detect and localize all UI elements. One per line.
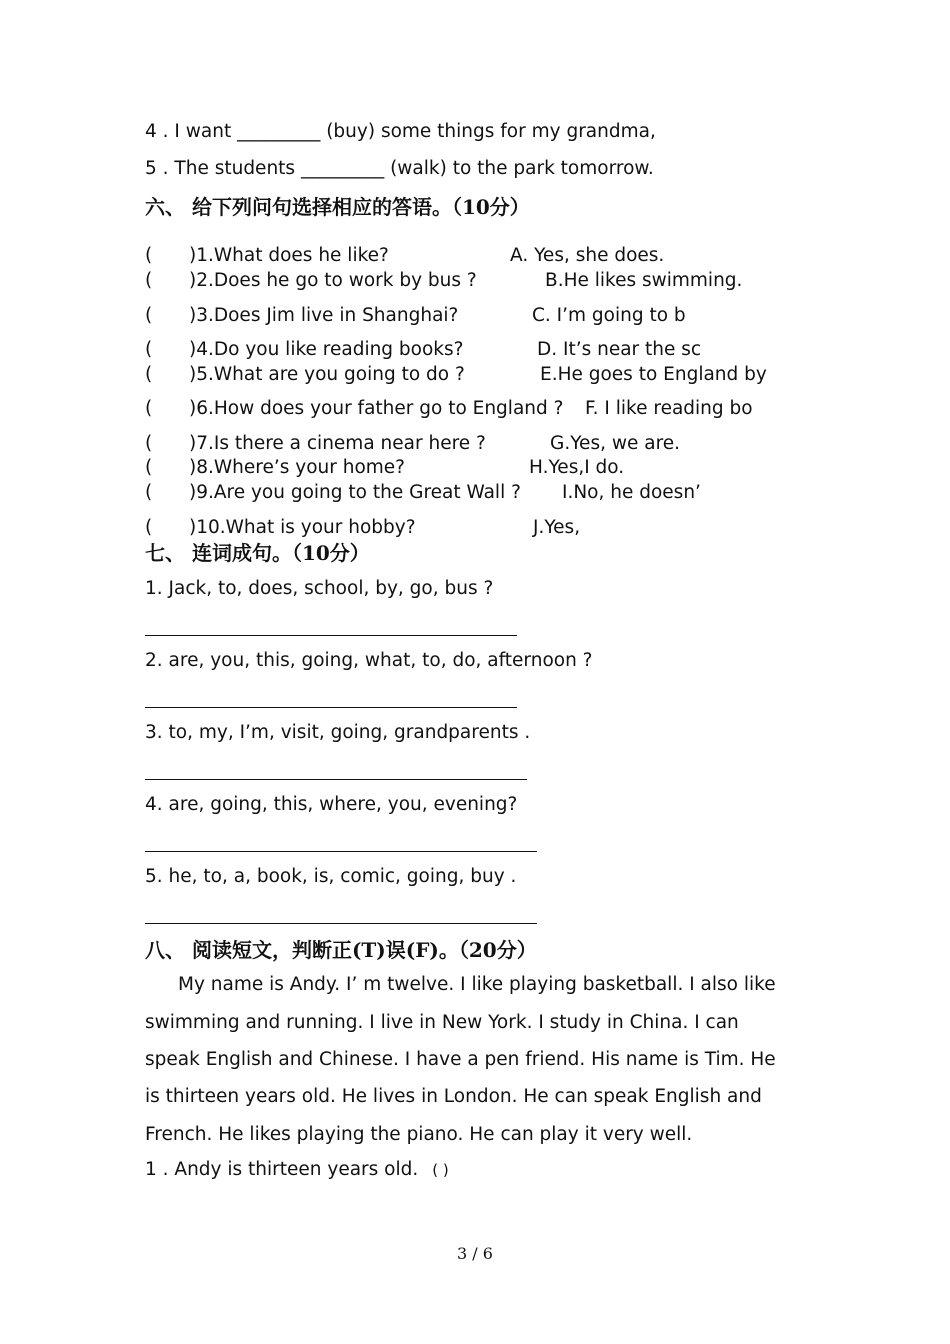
answer-blank[interactable]: ( xyxy=(145,482,153,503)
word-order-item-5: 5. he, to, a, book, is, comic, going, buy . xyxy=(145,866,517,887)
passage-line-4: is thirteen years old. He lives in London. He can speak English and xyxy=(145,1086,762,1107)
match-answer-h: H.Yes,I do. xyxy=(529,457,625,478)
match-question-5: ( )5.What are you going to do ? xyxy=(145,364,465,385)
answer-line-1[interactable] xyxy=(145,635,517,636)
word-order-item-2: 2. are, you, this, going, what, to, do, afternoon ? xyxy=(145,650,593,671)
match-answer-c: C. I’m going to b xyxy=(532,305,686,326)
section-7-heading: 七、 连词成句。（10分） xyxy=(145,541,370,565)
section-8-heading: 八、 阅读短文，判断正(T)误(F)。（20分） xyxy=(145,938,537,962)
answer-line-4[interactable] xyxy=(145,851,537,852)
match-question-6: ( )6.How does your father go to England ? xyxy=(145,398,564,419)
fill-in-question-4: 4 . I want _________ (buy) some things for my grandma, xyxy=(145,121,656,142)
match-question-4: ( )4.Do you like reading books? xyxy=(145,339,464,360)
answer-line-5[interactable] xyxy=(145,923,537,924)
answer-blank[interactable]: ( xyxy=(145,457,153,478)
match-question-8: ( )8.Where’s your home? xyxy=(145,457,405,478)
passage-line-1: My name is Andy. I’ m twelve. I like playing basketball. I also like xyxy=(178,974,776,995)
match-question-7: ( )7.Is there a cinema near here ? xyxy=(145,433,486,454)
page-number: 3 / 6 xyxy=(457,1244,493,1263)
answer-blank[interactable]: ( xyxy=(145,270,153,291)
true-false-statement-1: 1 . Andy is thirteen years old. ( ) xyxy=(145,1159,449,1180)
passage-line-3: speak English and Chinese. I have a pen friend. His name is Tim. He xyxy=(145,1049,776,1070)
match-answer-f: F. I like reading bo xyxy=(585,398,753,419)
answer-blank[interactable]: ( xyxy=(145,433,153,454)
answer-blank[interactable]: ( xyxy=(145,339,153,360)
answer-blank[interactable]: ( xyxy=(145,364,153,385)
match-question-3: ( )3.Does Jim live in Shanghai? xyxy=(145,305,459,326)
match-answer-j: J.Yes, xyxy=(533,517,581,538)
answer-blank[interactable]: ( xyxy=(145,245,153,266)
match-answer-e: E.He goes to England by xyxy=(540,364,767,385)
word-order-item-3: 3. to, my, I’m, visit, going, grandparents . xyxy=(145,722,531,743)
answer-blank[interactable]: ( ) xyxy=(432,1161,449,1179)
answer-blank[interactable]: ( xyxy=(145,398,153,419)
answer-line-3[interactable] xyxy=(145,779,527,780)
answer-blank[interactable]: ( xyxy=(145,517,153,538)
match-answer-b: B.He likes swimming. xyxy=(545,270,743,291)
answer-blank[interactable]: ( xyxy=(145,305,153,326)
word-order-item-4: 4. are, going, this, where, you, evening? xyxy=(145,794,518,815)
passage-line-5: French. He likes playing the piano. He can play it very well. xyxy=(145,1124,693,1145)
word-order-item-1: 1. Jack, to, does, school, by, go, bus ? xyxy=(145,578,494,599)
passage-line-2: swimming and running. I live in New York. I study in China. I can xyxy=(145,1012,739,1033)
answer-line-2[interactable] xyxy=(145,707,517,708)
fill-in-question-5: 5 . The students _________ (walk) to the park tomorrow. xyxy=(145,158,654,179)
match-question-1: ( )1.What does he like? xyxy=(145,245,389,266)
match-answer-d: D. It’s near the sc xyxy=(537,339,702,360)
match-answer-a: A. Yes, she does. xyxy=(510,245,665,266)
match-question-10: ( )10.What is your hobby? xyxy=(145,517,416,538)
match-question-2: ( )2.Does he go to work by bus ? xyxy=(145,270,477,291)
section-6-heading: 六、 给下列问句选择相应的答语。（10分） xyxy=(145,195,530,219)
match-answer-i: I.No, he doesn’ xyxy=(562,482,701,503)
match-answer-g: G.Yes, we are. xyxy=(550,433,681,454)
match-question-9: ( )9.Are you going to the Great Wall ? xyxy=(145,482,521,503)
